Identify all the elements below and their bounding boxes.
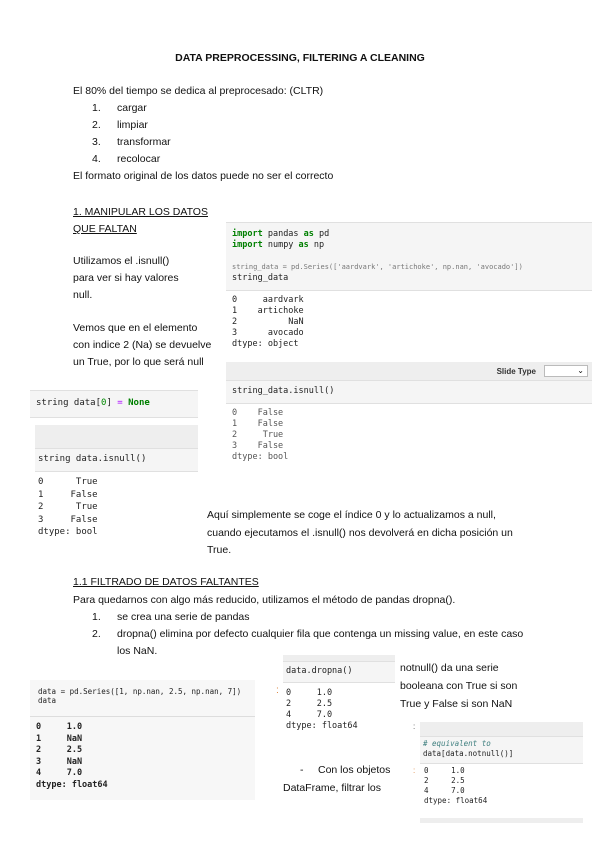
assign-paragraph: Aquí simplemente se coge el índice 0 y lo actualizamos a null, [207,509,496,521]
chevron-down-icon: ⌄ [577,366,584,375]
list-item: se crea una serie de pandas [117,611,250,623]
code-output: 0 1.0 2 2.5 4 7.0 dtype: float64 [286,688,358,731]
section1-text: null. [73,289,93,301]
code-screenshot [30,680,255,800]
code-cell-assign [30,390,198,418]
notnull-note: notnull() da una serie [400,662,499,674]
code-text: pd [313,229,330,239]
dataframe-note: Con los objetos [318,764,391,776]
prompt-marker: : [276,684,279,696]
code-keyword: import [232,229,263,239]
code-comment: # equivalent to [423,739,491,748]
code-text: ] [106,398,118,408]
code-text: pandas [262,229,304,239]
section1-text: un True, por lo que será null [73,356,204,368]
list-num: 2. [92,628,101,640]
code-cell-isnull-2 [35,448,198,472]
code-text: string data[ [36,398,102,408]
code-output: 0 1.0 2 2.5 4 7.0 dtype: float64 [424,766,488,805]
section1-text: con indice 2 (Na) se devuelve [73,339,212,351]
code-output: 0 False 1 False 2 True 3 False dtype: bool [232,408,289,462]
code-text: np [308,240,325,250]
step-num: 2. [92,119,101,131]
code-number: 0 [101,398,107,408]
notnull-note: booleana con True si son [400,680,518,692]
list-item: los NaN. [117,645,158,657]
step-num: 4. [92,153,101,165]
code-text: string data.isnull() [38,454,147,464]
step-num: 3. [92,136,101,148]
section1-heading: 1. MANIPULAR LOS DATOS [73,206,208,218]
section2-intro: Para quedarnos con algo más reducido, utilizamos el método de pandas dropna(). [73,594,456,606]
code-text: string_data [232,273,289,283]
code-cell-dropna [283,661,395,683]
slide-type-select[interactable] [544,365,588,377]
bullet-dash: - [300,764,304,776]
cell-toolbar [226,362,592,380]
code-operator: = [117,398,123,408]
cell-toolbar [35,425,198,448]
code-cell-import [226,222,592,291]
code-text: string_data = pd.Series(['aardvark', 'artichoke', np.nan, 'avocado']) [232,263,523,271]
code-keyword: as [298,240,309,250]
code-keyword: None [122,398,150,408]
cell-toolbar [420,818,583,823]
notnull-note: True y False si son NaN [400,698,513,710]
step-item: cargar [117,102,147,114]
section1-text: para ver si hay valores [73,272,179,284]
code-output: 0 True 1 False 2 True 3 False dtype: bool [38,477,98,537]
code-cell-notnull [420,736,583,764]
code-text: data[data.notnull()] [423,749,514,758]
code-text: data = pd.Series([1, np.nan, 2.5, np.nan, 7]) data [38,687,242,705]
section1-text: Vemos que en el elemento [73,322,198,334]
section2-heading: 1.1 FILTRADO DE DATOS FALTANTES [73,576,259,588]
list-num: 1. [92,611,101,623]
code-cell-isnull [226,380,592,404]
slide-type-label: Slide Type [496,367,536,376]
prompt-marker: : [413,722,416,731]
step-item: limpiar [117,119,148,131]
cell-toolbar [420,722,583,736]
assign-paragraph: True. [207,544,232,556]
code-text: numpy [262,240,299,250]
step-item: recolocar [117,153,161,165]
section1-text: Utilizamos el .isnull() [73,255,170,267]
list-item: dropna() elimina por defecto cualquier fila que contenga un missing value, en este caso [117,628,524,640]
assign-paragraph: cuando ejecutamos el .isnull() nos devolverá en dicha posición un [207,527,513,539]
step-num: 1. [92,102,101,114]
step-item: transformar [117,136,171,148]
code-keyword: import [232,240,263,250]
intro-text: El 80% del tiempo se dedica al preprocesado: (CLTR) [73,85,324,97]
page-title: DATA PREPROCESSING, FILTERING A CLEANING [175,52,425,64]
section1-heading: QUE FALTAN [73,223,137,235]
code-text: data.dropna() [286,666,353,676]
code-output: 0 aardvark 1 artichoke 2 NaN 3 avocado dtype: object [232,295,304,349]
dataframe-note: DataFrame, filtrar los [283,782,382,794]
code-output: 0 1.0 1 NaN 2 2.5 3 NaN 4 7.0 dtype: float64 [36,722,108,790]
code-keyword: as [303,229,314,239]
format-note: El formato original de los datos puede no ser el correcto [73,170,334,182]
prompt-marker: : [413,766,416,775]
code-text: string_data.isnull() [232,386,335,396]
